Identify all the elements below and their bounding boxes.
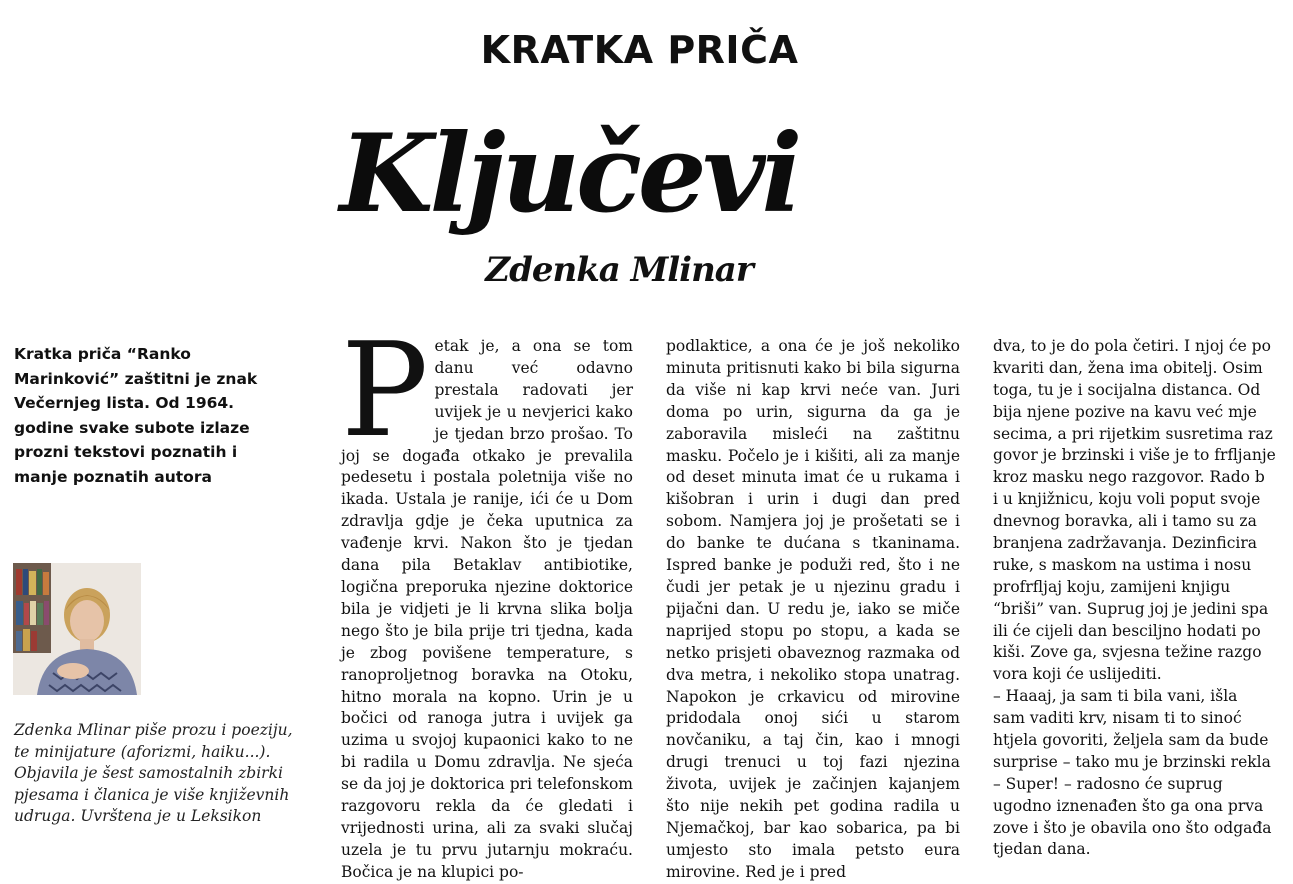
story-line: bija njene pozive na kavu već mje xyxy=(993,402,1257,421)
story-line: surprise – tako mu je brzinski rekla xyxy=(993,752,1271,771)
author-portrait-icon xyxy=(13,563,141,695)
series-blurb: Kratka priča “Ranko Marinković” zaštitni je znak Večernjeg lista. Od 1964. godine svake subote izlaze prozni tekstovi poznatih i manje poznatih autora xyxy=(14,345,258,486)
story-line: kiši. Zove ga, svjesna težine razgo xyxy=(993,643,1262,662)
story-line: profrfljaj koju, zamijeni knjigu xyxy=(993,577,1231,596)
story-line: ili će cijeli dan besciljno hodati po xyxy=(993,621,1261,640)
author-name: Zdenka Mlinar xyxy=(485,250,753,290)
story-line: – Haaaj, ja sam ti bila vani, išla xyxy=(993,687,1238,706)
story-title: Ključevi xyxy=(339,111,799,237)
story-line: govor je brzinski i više je to frfljanje xyxy=(993,446,1276,465)
author-photo xyxy=(13,563,141,695)
story-column-2 xyxy=(666,336,960,881)
story-line: toga, tu je i socijalna distanca. Od xyxy=(993,380,1261,399)
story-line: dva, to je do pola četiri. I njoj će po xyxy=(993,337,1271,355)
story-column-3 xyxy=(993,336,1293,859)
story-line: ruke, s maskom na ustima i nosu xyxy=(993,555,1252,574)
story-text-1: etak je, a ona se tom danu već odavno prestala radovati jer uvijek je u nevjerici kako je tjedan brzo prošao. To joj se događa otkako je prevalila pedesetu i postala poletnija više no ikada. Ustala je ranije, ići će u Dom zdravlja gdje je čeka uputnica za vađenje krvi. Nakon što je tjedan dana pila Betaklav antibiotike, logična preporuka njezine doktorice bila je vidjeti je li krvna slika bolja nego što je bila prije tri tjedna, kada je zbog povišene temperature, s ranoproljetnog boravka na Otoku, hitno morala na kopno. Urin je u bočici od ranoga jutra i uvijek ga uzima u svojoj kupaonici kako to ne bi radila u Domu zdravlja. Ne sjeća se da joj je doktorica pri telefonskom razgovoru rekla da će gledati i vrijednosti urina, ali za svaki slučaj uzela je tu prvu jutarnju mokraću. Bočica je na klupici po- xyxy=(341,337,633,881)
story-line: kroz masku nego razgovor. Rado b xyxy=(993,468,1265,487)
author-bio: Zdenka Mlinar piše prozu i poeziju, te minijature (aforizmi, haiku...). Objavila je šest samostalnih zbirki pjesama i članica je više književnih udruga. Uvrštena je u Leksikon xyxy=(14,721,293,825)
story-line: branjena zadržavanja. Dezinficira xyxy=(993,534,1258,553)
story-line: i u knjižnicu, koju voli poput svoje xyxy=(993,490,1261,509)
story-line: dnevnog boravka, ali i tamo su za xyxy=(993,512,1257,531)
story-line: ugodno iznenađen što ga ona prva xyxy=(993,796,1264,815)
story-line: tjedan dana. xyxy=(993,840,1091,859)
story-line: vora koji će uslijediti. xyxy=(993,665,1162,684)
story-line: sam vaditi krv, nisam ti to sinoć xyxy=(993,709,1242,728)
story-line: “briši” van. Suprug joj je jedini spa xyxy=(993,599,1269,618)
story-line: htjela govoriti, željela sam da bude xyxy=(993,731,1269,750)
story-line: – Super! – radosno će suprug xyxy=(993,774,1223,793)
story-column-1 xyxy=(341,314,633,881)
story-text-2: podlaktice, a ona će je još nekoliko minuta pritisnuti kako bi bila sigurna da više ni kap krvi neće van. Juri doma po urin, sigurna da ga je zaboravila misleći na zaštitnu masku. Počelo je i kišiti, ali za manje od deset minuta imat će u rukama i kišobran i urin i dugi dan pred sobom. Namjera joj je prošetati se i do banke te dućana s tkaninama. Ispred banke je poduži red, što i ne čudi jer petak je u njezinu gradu i pijačni dan. U redu je, iako se miče naprijed stopu po stopu, a kada se netko prisjeti obaveznog razmaka od dva metra, i nekoliko stopa unatrag. Napokon je crkavicu od mirovine pridodala onoj sići u starom novčaniku, a taj čin, kao i mnogi drugi trenuci u toj fazi njezina života, uvijek je začinjen kajanjem što nije nekih pet godina radila u Njemačkoj, bar kao sobarica, pa bi umjesto sto imala petsto eura mirovine. Red je i pred xyxy=(666,337,960,881)
section-title: KRATKA PRIČA xyxy=(480,28,799,72)
drop-cap: P xyxy=(341,314,429,466)
story-line: kvariti dan, žena ima obitelj. Osim xyxy=(993,358,1263,377)
story-line: zove i što je obavila ono što odgađa xyxy=(993,818,1272,837)
story-line: secima, a pri rijetkim susretima raz xyxy=(993,424,1273,443)
